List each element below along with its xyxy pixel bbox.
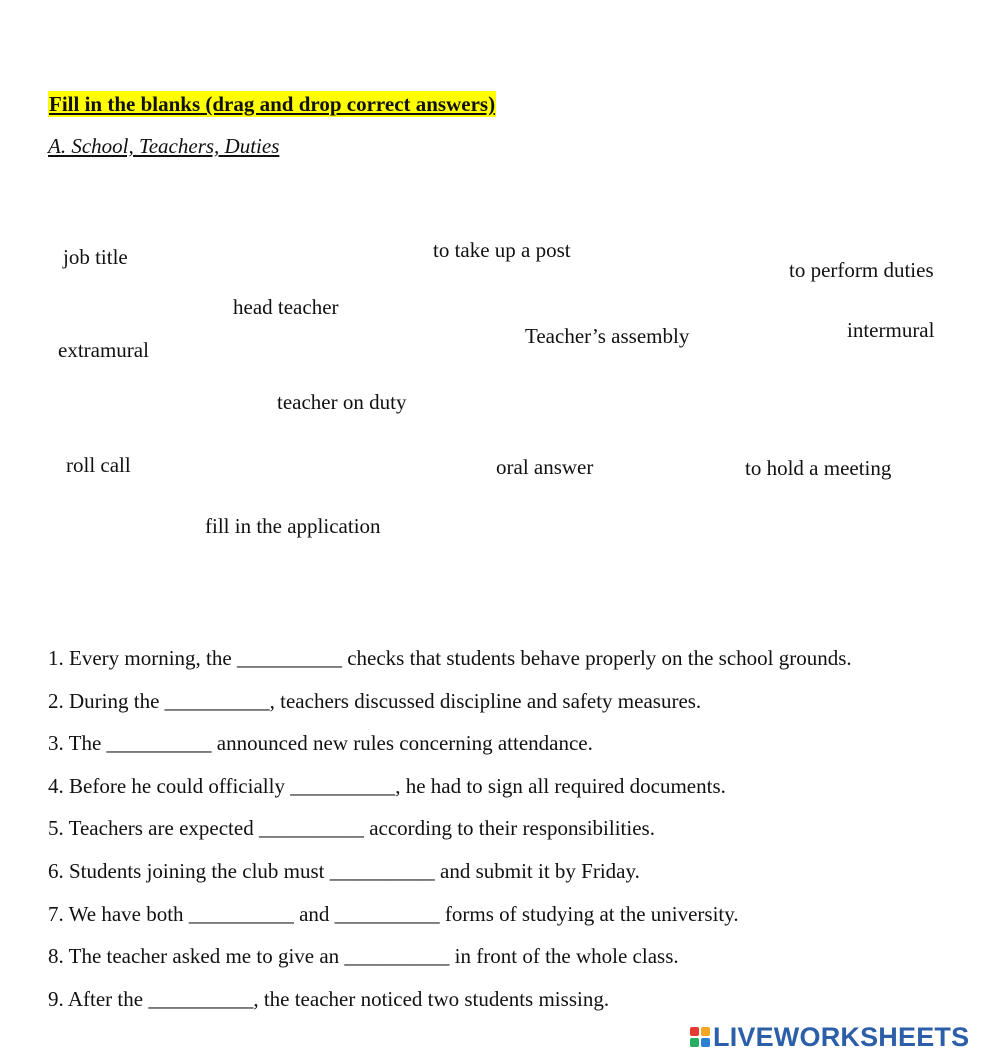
sentence-5 bbox=[48, 815, 988, 858]
sentence-number: 1. bbox=[48, 646, 64, 670]
draggable-word-perform-duties[interactable]: to perform duties bbox=[789, 258, 934, 282]
drop-blank[interactable]: __________ bbox=[329, 858, 435, 883]
logo-text: LIVEWORKSHEETS bbox=[713, 1021, 970, 1052]
sentence-text-before: We have both bbox=[68, 901, 189, 926]
draggable-word-job-title[interactable]: job title bbox=[63, 245, 128, 269]
sentence-text-after: forms of studying at the university. bbox=[439, 901, 739, 926]
draggable-word-teacher-on-duty[interactable]: teacher on duty bbox=[277, 390, 407, 414]
page-title: Fill in the blanks (drag and drop correct answers) bbox=[49, 92, 496, 116]
sentence-4 bbox=[48, 773, 988, 816]
sentence-text-before: The teacher asked me to give an bbox=[68, 944, 345, 969]
sentence-number: 9. bbox=[48, 986, 64, 1011]
sentence-text-before: Before he could officially bbox=[69, 773, 291, 798]
draggable-word-teachers-assembly[interactable]: Teacher’s assembly bbox=[525, 324, 690, 348]
draggable-word-intermural[interactable]: intermural bbox=[847, 318, 935, 342]
sentence-number: 6. bbox=[48, 858, 64, 883]
sentence-text-after: in front of the whole class. bbox=[449, 944, 679, 969]
sentence-1 bbox=[48, 645, 988, 688]
draggable-word-oral-answer[interactable]: oral answer bbox=[496, 455, 594, 479]
draggable-word-take-up-post[interactable]: to take up a post bbox=[433, 238, 571, 262]
sentence-list bbox=[48, 645, 988, 1028]
section-subtitle: A. School, Teachers, Duties bbox=[48, 134, 280, 158]
sentence-text-after: , teachers discussed discipline and safety measures. bbox=[269, 688, 702, 713]
sentence-text-middle: and bbox=[293, 901, 335, 926]
sentence-text-after: announced new rules concerning attendance. bbox=[211, 731, 593, 756]
draggable-word-hold-meeting[interactable]: to hold a meeting bbox=[745, 456, 892, 480]
draggable-word-extramural[interactable]: extramural bbox=[58, 338, 149, 362]
drop-blank[interactable]: __________ bbox=[164, 688, 270, 713]
draggable-word-fill-application[interactable]: fill in the application bbox=[205, 514, 381, 538]
sentence-text-before: Teachers are expected bbox=[68, 816, 259, 841]
drop-blank[interactable]: __________ bbox=[334, 901, 440, 926]
sentence-number: 7. bbox=[48, 901, 64, 926]
sentence-8 bbox=[48, 943, 988, 986]
sentence-text-after: , he had to sign all required documents. bbox=[395, 773, 726, 798]
sentence-text-after: checks that students behave properly on the school grounds. bbox=[341, 646, 852, 670]
sentence-6 bbox=[48, 858, 988, 901]
drop-blank[interactable]: __________ bbox=[258, 816, 364, 841]
sentence-number: 2. bbox=[48, 688, 64, 713]
liveworksheets-logo-icon bbox=[690, 1027, 710, 1047]
drop-blank[interactable]: __________ bbox=[106, 731, 212, 756]
sentence-2 bbox=[48, 688, 988, 731]
sentence-text-after: according to their responsibilities. bbox=[363, 816, 655, 841]
draggable-word-roll-call[interactable]: roll call bbox=[66, 453, 131, 477]
drop-blank[interactable]: __________ bbox=[290, 773, 396, 798]
sentence-text-before: Every morning, the bbox=[69, 646, 237, 670]
drop-blank[interactable]: __________ bbox=[148, 986, 254, 1011]
sentence-text-before: Students joining the club must bbox=[69, 858, 330, 883]
sentence-text-before: After the bbox=[67, 986, 149, 1011]
draggable-word-head-teacher[interactable]: head teacher bbox=[233, 295, 339, 319]
sentence-number: 5. bbox=[48, 816, 64, 841]
sentence-3 bbox=[48, 730, 988, 773]
drop-blank[interactable]: __________ bbox=[188, 901, 294, 926]
sentence-number: 3. bbox=[48, 731, 64, 756]
sentence-7 bbox=[48, 901, 988, 944]
drop-blank[interactable]: __________ bbox=[236, 646, 342, 670]
sentence-text-before: During the bbox=[69, 688, 165, 713]
sentence-text-after: , the teacher noticed two students missing. bbox=[253, 986, 610, 1011]
sentence-number: 8. bbox=[48, 944, 64, 969]
sentence-text-before: The bbox=[68, 731, 107, 756]
sentence-number: 4. bbox=[48, 773, 64, 798]
liveworksheets-logo bbox=[690, 1022, 969, 1052]
drop-blank[interactable]: __________ bbox=[344, 944, 450, 969]
sentence-text-after: and submit it by Friday. bbox=[434, 858, 640, 883]
